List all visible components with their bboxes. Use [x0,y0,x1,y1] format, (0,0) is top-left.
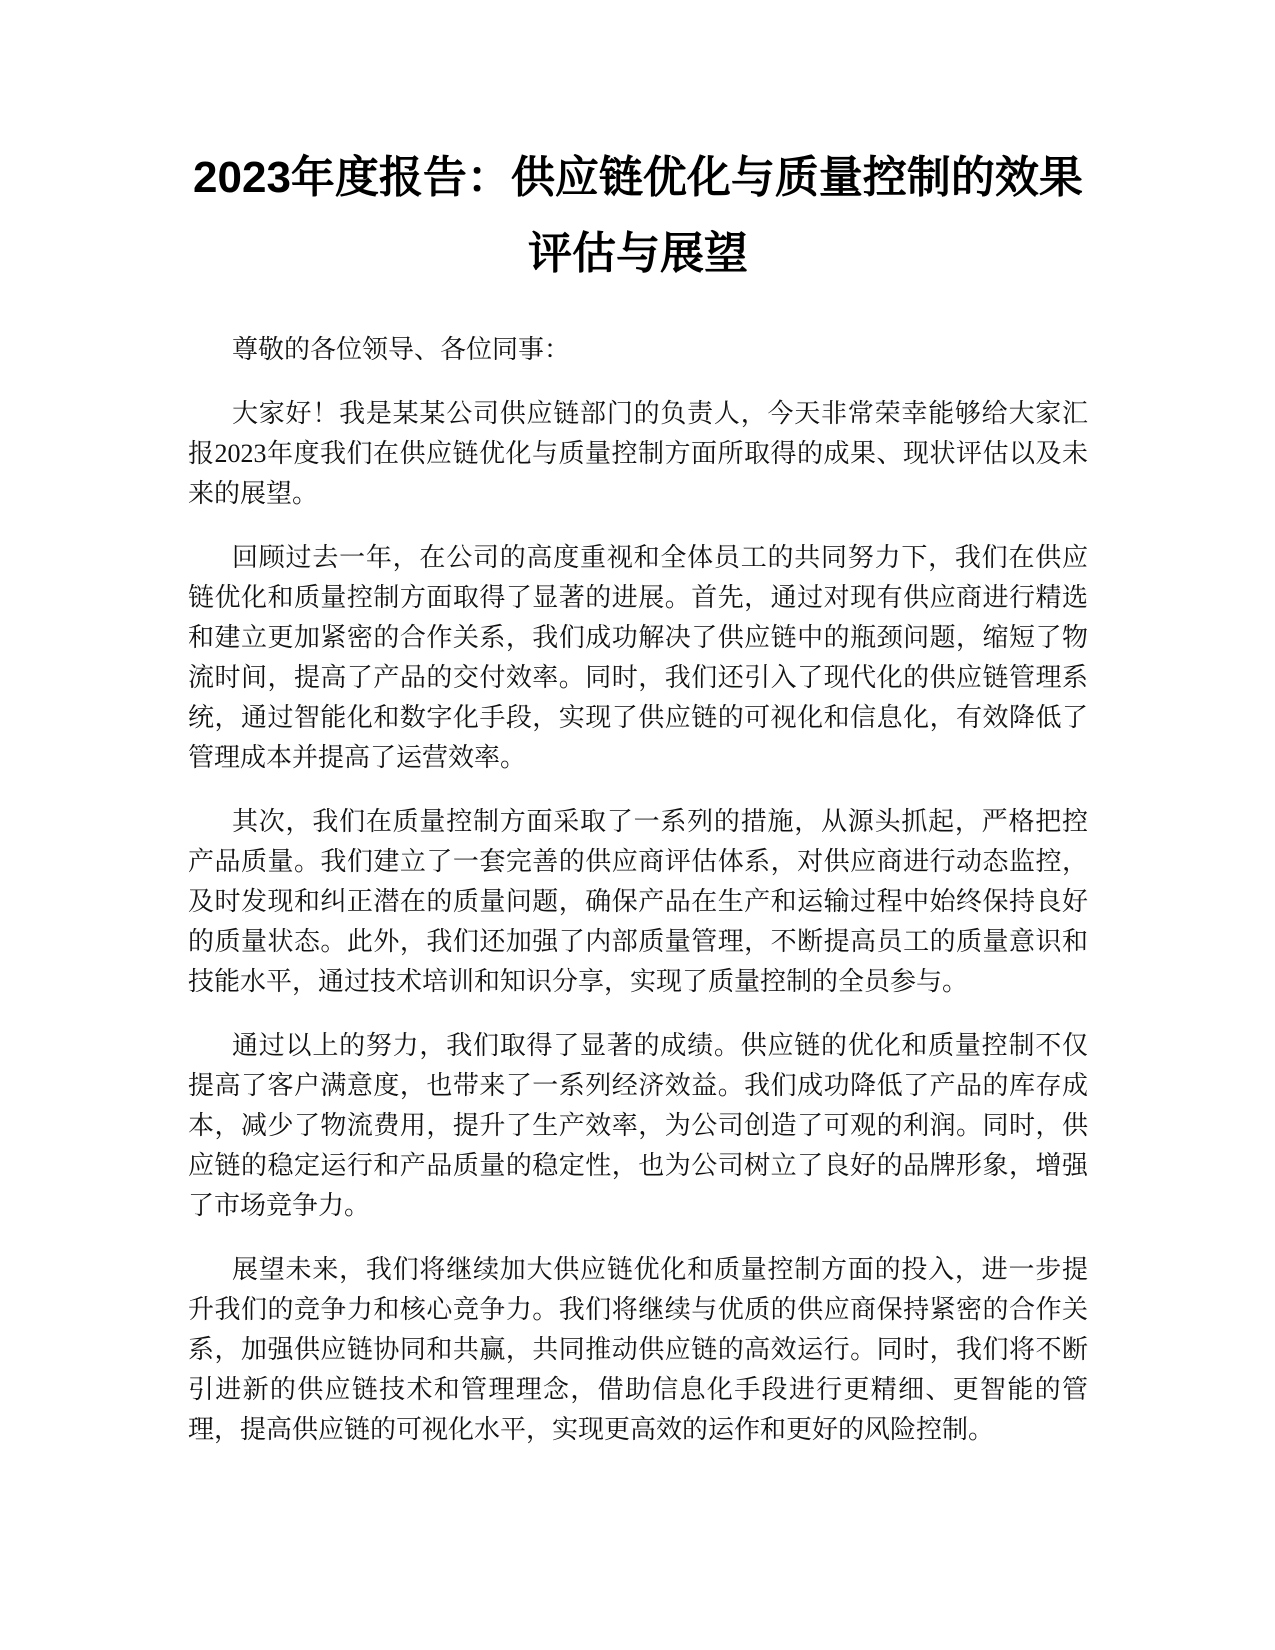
document-body [188,140,1088,1474]
document-title: 2023年度报告：供应链优化与质量控制的效果评估与展望 [193,153,1083,278]
paragraph-greeting: 大家好！我是某某公司供应链部门的负责人，今天非常荣幸能够给大家汇报2023年度我们在供应链优化与质量控制方面所取得的成果、现状评估以及未来的展望。 [188,399,1088,508]
paragraph-outlook: 展望未来，我们将继续加大供应链优化和质量控制方面的投入，进一步提升我们的竞争力和核心竞争力。我们将继续与优质的供应商保持紧密的合作关系，加强供应链协同和共赢，共同推动供应链的高效运行。同时，我们将不断引进新的供应链技术和管理理念，借助信息化手段进行更精细、更智能的管理，提高供应链的可视化水平，实现更高效的运作和更好的风险控制。 [188,1255,1088,1444]
paragraph-salutation: 尊敬的各位领导、各位同事： [232,335,571,364]
paragraph-results: 通过以上的努力，我们取得了显著的成绩。供应链的优化和质量控制不仅提高了客户满意度，也带来了一系列经济效益。我们成功降低了产品的库存成本，减少了物流费用，提升了生产效率，为公司创造了可观的利润。同时，供应链的稳定运行和产品质量的稳定性，也为公司树立了良好的品牌形象，增强了市场竞争力。 [188,1031,1088,1220]
paragraph-review: 回顾过去一年，在公司的高度重视和全体员工的共同努力下，我们在供应链优化和质量控制方面取得了显著的进展。首先，通过对现有供应商进行精选和建立更加紧密的合作关系，我们成功解决了供应链中的瓶颈问题，缩短了物流时间，提高了产品的交付效率。同时，我们还引入了现代化的供应链管理系统，通过智能化和数字化手段，实现了供应链的可视化和信息化，有效降低了管理成本并提高了运营效率。 [188,543,1088,772]
paragraph-quality-control: 其次，我们在质量控制方面采取了一系列的措施，从源头抓起，严格把控产品质量。我们建立了一套完善的供应商评估体系，对供应商进行动态监控，及时发现和纠正潜在的质量问题，确保产品在生产和运输过程中始终保持良好的质量状态。此外，我们还加强了内部质量管理，不断提高员工的质量意识和技能水平，通过技术培训和知识分享，实现了质量控制的全员参与。 [188,807,1088,996]
